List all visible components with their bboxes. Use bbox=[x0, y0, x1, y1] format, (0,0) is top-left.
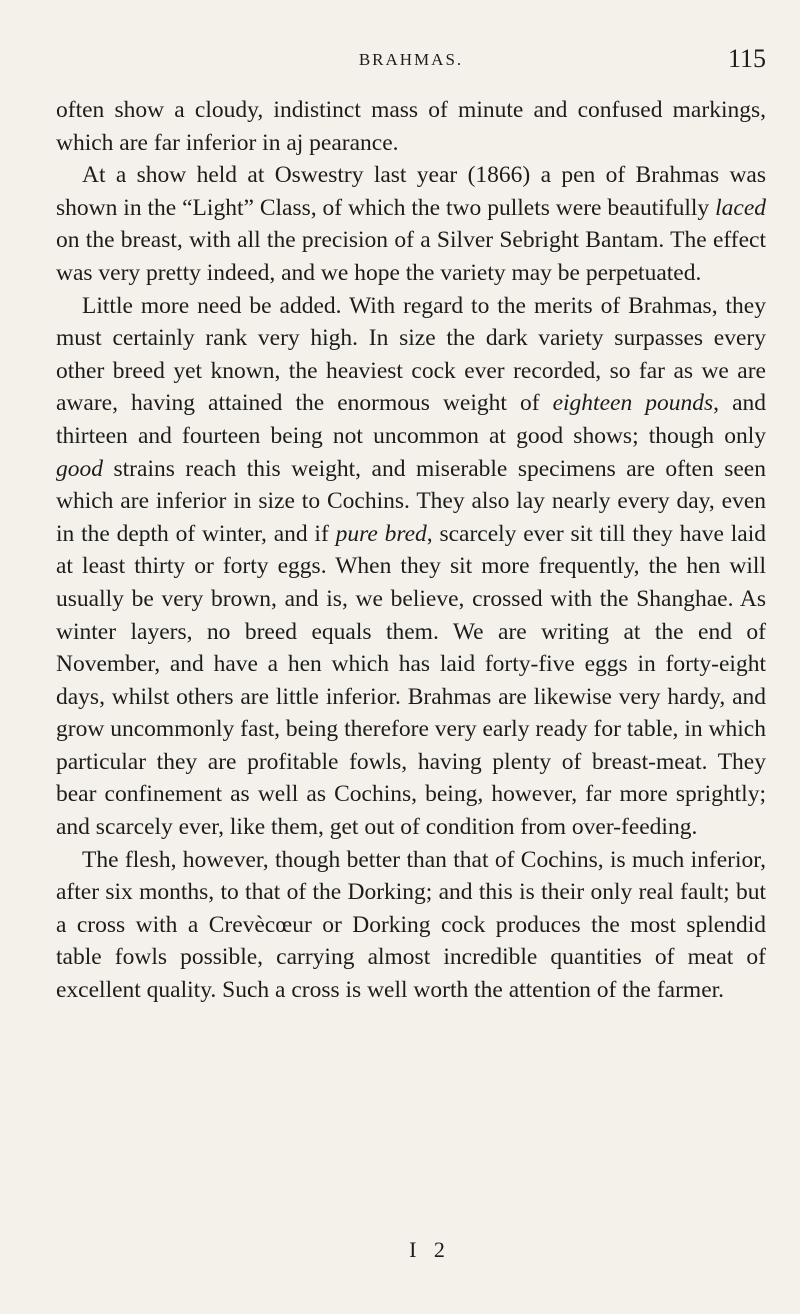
paragraph-2 bbox=[56, 159, 766, 289]
page-number: 115 bbox=[727, 44, 766, 73]
text-run: At a show held at Oswestry last year (1866) a pen of Brahmas was shown in the “Light” Class, of which the two pullets were beautifully bbox=[56, 162, 766, 221]
italic-text-run: good bbox=[56, 455, 103, 482]
body-text bbox=[56, 94, 766, 1007]
paragraph-1 bbox=[56, 94, 766, 159]
running-head bbox=[56, 44, 766, 88]
text-run: The flesh, however, though better than that of Cochins, is much inferior, after six months, to that of the Dorking; and this is their only real fault; but a cross with a Crevècœur or Dorking cock produces the most splendid table fowls possible, carrying almost incredible quantities of meat of excellent quality. Such a cross is well worth the attention of the farmer. bbox=[56, 846, 766, 1004]
paragraph-4 bbox=[56, 844, 766, 1007]
text-run: , scarcely ever sit till they have laid at least thirty or forty eggs. When they sit more frequently, the hen will usually be very brown, and is, we believe, crossed with the Shanghae. As winter layers, no breed equals them. We are writing at the end of November, and have a hen which has laid forty-five eggs in forty-eight days, whilst others are little inferior. Brahmas are likewise very hardy, and grow uncommonly fast, being therefore very early ready for table, in which particular they are profitable fowls, having plenty of breast-meat. They bear confinement as well as Cochins, being, however, far more sprightly; and scarcely ever, like them, get out of condition from over-feeding. bbox=[56, 520, 766, 841]
italic-text-run: laced bbox=[715, 194, 766, 221]
text-run: on the breast, with all the precision of a Silver Sebright Bantam. The effect was very pretty indeed, and we hope the variety may be perpetuated. bbox=[56, 227, 766, 286]
signature-mark: I 2 bbox=[409, 1237, 451, 1262]
text-run: , and thirteen and fourteen being not uncommon at good shows; though only bbox=[56, 390, 766, 449]
text-run: often show a cloudy, indistinct mass of minute and confused markings, which are far inferior in aj pearance. bbox=[56, 97, 766, 156]
paragraph-3 bbox=[56, 290, 766, 844]
italic-text-run: pure bred bbox=[335, 520, 427, 547]
italic-text-run: eighteen pounds bbox=[552, 390, 714, 417]
book-page bbox=[56, 44, 766, 1007]
text-run: Little more need be added. With regard to the merits of Brahmas, they must certainly rank very high. In size the dark variety surpasses every other breed yet known, the heaviest cock ever recorded, so far as we are aware, having attained the enormous weight of bbox=[56, 292, 766, 417]
text-run: strains reach this weight, and miserable specimens are often seen which are inferior in size to Cochins. They also lay nearly every day, even in the depth of winter, and if bbox=[56, 455, 766, 547]
running-title: BRAHMAS. bbox=[358, 50, 464, 69]
